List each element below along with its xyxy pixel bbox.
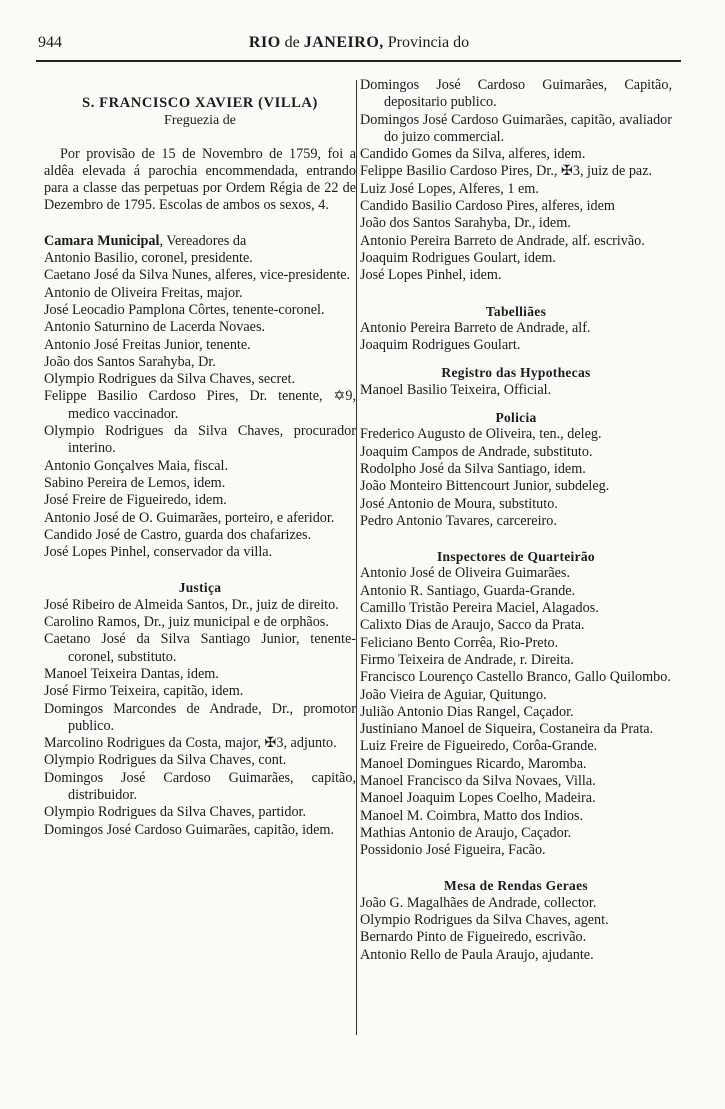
inspectores-entry: Luiz Freire de Figueiredo, Corôa-Grande. <box>360 738 598 755</box>
camara-entry: Antonio Saturnino de Lacerda Novaes. <box>44 319 266 336</box>
justica-heading: Justiça <box>178 580 222 596</box>
camara-entry: Antonio José Freitas Junior, tenente. <box>44 336 251 353</box>
camara-heading: Camara Municipal <box>44 232 160 249</box>
justica-cont-entry: Antonio Pereira Barreto de Andrade, alf. escrivão. <box>360 232 645 249</box>
policia-entry: Joaquim Campos de Andrade, substituto. <box>360 443 593 460</box>
camara-entry: Olympio Rodrigues da Silva Chaves, procurador interino. <box>44 423 356 457</box>
camara-entry: João dos Santos Sarahyba, Dr. <box>44 353 216 370</box>
camara-heading-line <box>44 233 356 250</box>
inspectores-entry: Manoel Joaquim Lopes Coelho, Madeira. <box>360 790 596 807</box>
page-number: 944 <box>38 34 62 51</box>
camara-entry: José Freire de Figueiredo, idem. <box>44 492 227 509</box>
camara-entry: Caetano José da Silva Nunes, alferes, vice-presidente. <box>44 267 351 284</box>
justica-entry: Domingos José Cardoso Guimarães, capitão, distribuidor. <box>44 769 356 803</box>
inspectores-entry: Feliciano Bento Corrêa, Rio-Preto. <box>360 634 559 651</box>
policia-entry: João Monteiro Bittencourt Junior, subdeleg. <box>360 478 610 495</box>
justica-cont-entry: Domingos José Cardoso Guimarães, capitão, avaliador do juizo commercial. <box>360 111 672 145</box>
registro-entry: Manoel Basilio Teixeira, Official. <box>360 381 552 398</box>
justica-cont-entry: José Lopes Pinhel, idem. <box>360 267 502 284</box>
inspectores-heading: Inspectores de Quarteirão <box>437 549 595 565</box>
justica-cont-entry: Candido Gomes da Silva, alferes, idem. <box>360 146 586 163</box>
mesa-entry: Antonio Rello de Paula Araujo, ajudante. <box>360 946 594 963</box>
camara-entry: José Leocadio Pamplona Côrtes, tenente-coronel. <box>44 301 325 318</box>
inspectores-entry: Manoel Francisco da Silva Novaes, Villa. <box>360 772 596 789</box>
camara-entry: Antonio José de O. Guimarães, porteiro, e aferidor. <box>44 509 335 526</box>
camara-entry: Antonio Basilio, coronel, presidente. <box>44 250 253 267</box>
inspectores-entry: Antonio R. Santiago, Guarda-Grande. <box>360 582 576 599</box>
justica-entry: Domingos Marcondes de Andrade, Dr., promotor publico. <box>44 700 356 734</box>
mesa-entry: Olympio Rodrigues da Silva Chaves, agent. <box>360 912 609 929</box>
justica-entry: Olympio Rodrigues da Silva Chaves, cont. <box>44 752 287 769</box>
mesa-entry: Bernardo Pinto de Figueiredo, escrivão. <box>360 929 587 946</box>
camara-entry: Antonio Gonçalves Maia, fiscal. <box>44 457 228 474</box>
justica-entry: Carolino Ramos, Dr., juiz municipal e de orphãos. <box>44 614 329 631</box>
policia-entry: Pedro Antonio Tavares, carcereiro. <box>360 512 557 529</box>
policia-entry: Rodolpho José da Silva Santiago, idem. <box>360 460 586 477</box>
justica-entry: Olympio Rodrigues da Silva Chaves, partidor. <box>44 804 307 821</box>
justica-entry: Caetano José da Silva Santiago Junior, tenente-coronel, substituto. <box>44 631 356 665</box>
left-column <box>44 77 356 839</box>
camara-entry: Antonio de Oliveira Freitas, major. <box>44 284 243 301</box>
justica-entry: José Ribeiro de Almeida Santos, Dr., juiz de direito. <box>44 596 339 613</box>
mesa-entry: João G. Magalhães de Andrade, collector. <box>360 894 597 911</box>
running-title-janeiro: JANEIRO, <box>303 34 384 51</box>
tabelliaes-heading: Tabelliães <box>485 303 547 319</box>
inspectores-entry: Francisco Lourenço Castello Branco, Gallo Quilombo. <box>360 669 671 686</box>
justica-entry: Manoel Teixeira Dantas, idem. <box>44 665 219 682</box>
inspectores-entry: Firmo Teixeira de Andrade, r. Direita. <box>360 651 574 668</box>
inspectores-entry: Mathias Antonio de Araujo, Caçador. <box>360 824 572 841</box>
justica-cont-entry: Luiz José Lopes, Alferes, 1 em. <box>360 180 539 197</box>
tabelliaes-entry: Antonio Pereira Barreto de Andrade, alf. <box>360 319 591 336</box>
mesa-heading: Mesa de Rendas Geraes <box>444 878 588 894</box>
justica-cont-entry: Felippe Basilio Cardoso Pires, Dr., ✠3, juiz de paz. <box>360 163 653 180</box>
justica-cont-entry: João dos Santos Sarahyba, Dr., idem. <box>360 215 571 232</box>
justica-cont-entry: Candido Basilio Cardoso Pires, alferes, idem <box>360 198 615 215</box>
inspectores-entry: Manoel Domingues Ricardo, Maromba. <box>360 755 587 772</box>
justica-entry: José Firmo Teixeira, capitão, idem. <box>44 683 244 700</box>
camara-heading-tail: , Vereadores da <box>159 232 247 249</box>
inspectores-entry: Calixto Dias de Araujo, Sacco da Prata. <box>360 617 585 634</box>
inspectores-entry: Manoel M. Coimbra, Matto dos Indios. <box>360 807 584 824</box>
inspectores-entry: Justiniano Manoel de Siqueira, Costaneira da Prata. <box>360 721 654 738</box>
running-title-rio: RIO <box>248 34 281 51</box>
running-title <box>38 34 680 52</box>
parish-intro: Por provisão de 15 de Novembro de 1759, foi a aldêa elevada á parochia encommendada, entrando para a classe das perpetuas por Ordem Régia de 22 de Dezembro de 1795. Escolas de ambos os sexos, 4. <box>44 145 356 214</box>
camara-entry: Sabino Pereira de Lemos, idem. <box>44 474 226 491</box>
policia-entry: José Antonio de Moura, substituto. <box>360 495 558 512</box>
right-column <box>360 77 672 964</box>
inspectores-entry: Antonio José de Oliveira Guimarães. <box>360 565 570 582</box>
justica-cont-entry: Joaquim Rodrigues Goulart, idem. <box>360 249 556 266</box>
justica-entry: Domingos José Cardoso Guimarães, capitão, idem. <box>44 821 334 838</box>
inspectores-entry: Julião Antonio Dias Rangel, Caçador. <box>360 703 574 720</box>
running-title-de: de <box>284 34 300 51</box>
parish-title: S. FRANCISCO XAVIER (VILLA) <box>82 95 318 111</box>
inspectores-entry: Possidonio José Figueira, Facão. <box>360 842 546 859</box>
policia-heading: Policia <box>495 410 537 426</box>
camara-entry: Felippe Basilio Cardoso Pires, Dr. tenente, ✡9, medico vaccinador. <box>44 388 356 422</box>
inspectores-entry: João Vieira de Aguiar, Quitungo. <box>360 686 547 703</box>
inspectores-entry: Camillo Tristão Pereira Maciel, Alagados. <box>360 600 599 617</box>
column-divider <box>356 80 357 1035</box>
justica-cont-entry: Domingos José Cardoso Guimarães, Capitão, depositario publico. <box>360 77 672 111</box>
registro-heading: Registro das Hypothecas <box>441 365 591 381</box>
camara-entry: José Lopes Pinhel, conservador da villa. <box>44 544 273 561</box>
page-header <box>38 34 680 58</box>
policia-entry: Frederico Augusto de Oliveira, ten., deleg. <box>360 426 602 443</box>
header-rule <box>36 60 681 62</box>
tabelliaes-entry: Joaquim Rodrigues Goulart. <box>360 337 521 354</box>
parish-subtitle: Freguezia de <box>164 113 236 129</box>
justica-entry: Marcolino Rodrigues da Costa, major, ✠3, adjunto. <box>44 735 337 752</box>
camara-entry: Candido José de Castro, guarda dos chafarizes. <box>44 526 312 543</box>
camara-entry: Olympio Rodrigues da Silva Chaves, secret. <box>44 371 295 388</box>
running-title-provincia: Provincia do <box>387 34 470 51</box>
